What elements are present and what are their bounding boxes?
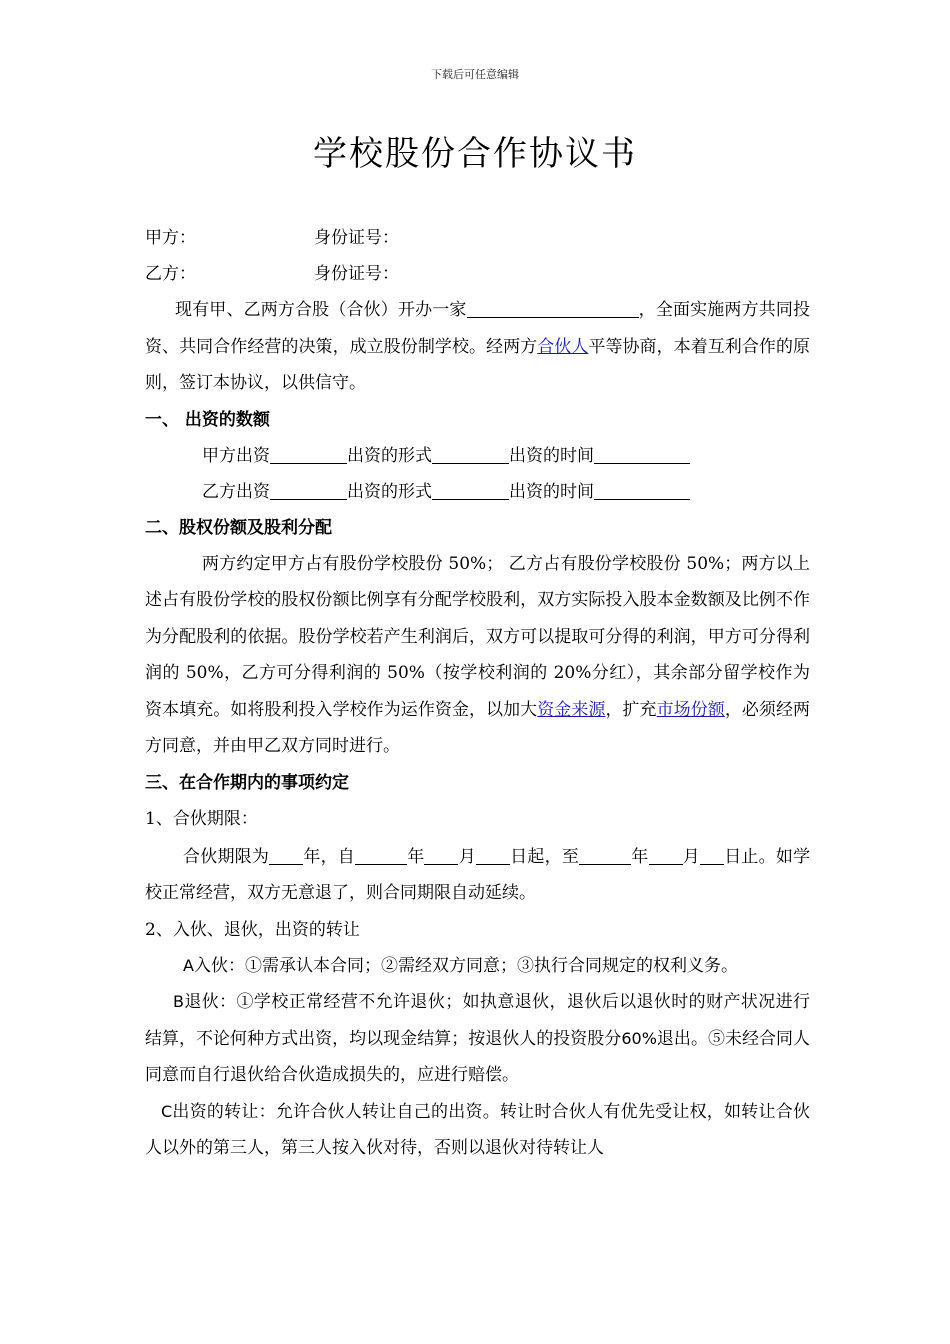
transfer-text: 出资的转让：允许合伙人转让自己的出资。转让时合伙人有优先受让权，如转让合伙人以外的第三人，第三人按入伙对待，否则以退伙对待转让人 bbox=[145, 1101, 810, 1158]
document-title: 学校股份合作协议书 bbox=[313, 134, 637, 174]
section2-text-end: ，必须经两方同意，并由甲乙双方同时进行。 bbox=[145, 699, 811, 756]
a-invest-label: 甲方出资 bbox=[202, 445, 270, 466]
term-years-blank[interactable] bbox=[269, 844, 303, 865]
party-a-label: 甲方： bbox=[145, 228, 196, 248]
end-day-blank[interactable] bbox=[700, 844, 724, 865]
start-year-label: 年 bbox=[407, 846, 425, 867]
end-month-label: 月 bbox=[682, 846, 700, 867]
start-day-label: 日起，至 bbox=[509, 846, 580, 867]
term-paragraph bbox=[145, 839, 810, 912]
item1-title: 1、合伙期限： bbox=[145, 808, 258, 829]
section1-heading: 一、 出资的数额 bbox=[145, 409, 270, 430]
party-b-line bbox=[145, 256, 810, 292]
b-form-label: 出资的形式 bbox=[347, 481, 432, 502]
party-b-investment-line bbox=[145, 474, 810, 510]
party-a-line bbox=[145, 220, 810, 256]
withdraw-text-1: 退伙：①学校正常经营不允许退伙；如执意退伙，退伙后以退伙时的财产状况进行结算，不论何种方式出资，均以现金结算；按退伙人的投资股分 bbox=[145, 992, 810, 1049]
intro-text-tail: 平等协商，本着互利合作的原则，签订本协议，以供信守。 bbox=[145, 336, 811, 393]
document-body bbox=[145, 220, 810, 1167]
intro-text-start: 现有甲、乙两方合股（合伙）开办一家 bbox=[175, 300, 467, 320]
header-note: 下载后可任意编辑 bbox=[431, 68, 519, 81]
join-text: 入伙：①需承认本合同；②需经双方同意；③执行合同规定的权利义务。 bbox=[193, 955, 738, 976]
section3-heading: 三、在合作期内的事项约定 bbox=[145, 772, 349, 793]
end-month-blank[interactable] bbox=[649, 844, 683, 865]
end-year-blank[interactable] bbox=[579, 844, 631, 865]
start-year-blank[interactable] bbox=[355, 844, 407, 865]
intro-paragraph bbox=[145, 292, 810, 402]
funds-source-link[interactable]: 资金来源 bbox=[537, 699, 606, 720]
a-time-label: 出资的时间 bbox=[509, 445, 594, 466]
withdraw-letter: B bbox=[173, 992, 184, 1011]
party-a-id-label: 身份证号： bbox=[314, 228, 399, 248]
intro-text-mid: ，全面实施两方共同投资、共同合作经营的决策，成立股份制学校。经两方 bbox=[145, 300, 811, 357]
term-year-label: 年 bbox=[303, 846, 321, 867]
transfer-paragraph bbox=[145, 1094, 810, 1167]
join-letter: A bbox=[183, 955, 194, 975]
withdraw-percent: 60% bbox=[621, 1028, 657, 1048]
section2-paragraph bbox=[145, 546, 810, 765]
item2-title: 2、入伙、退伙，出资的转让 bbox=[145, 919, 360, 940]
a-invest-blank[interactable] bbox=[270, 443, 347, 464]
end-day-label: 日止。 bbox=[723, 846, 776, 867]
a-form-blank[interactable] bbox=[432, 443, 509, 464]
section2-heading: 二、股权份额及股利分配 bbox=[145, 517, 332, 538]
b-time-label: 出资的时间 bbox=[509, 481, 594, 502]
party-b-label: 乙方： bbox=[145, 264, 196, 284]
b-time-blank[interactable] bbox=[594, 479, 690, 500]
b-form-blank[interactable] bbox=[432, 479, 509, 500]
b-invest-label: 乙方出资 bbox=[202, 481, 270, 502]
school-name-blank[interactable] bbox=[467, 297, 639, 318]
section2-text-mid: ，扩充 bbox=[605, 699, 657, 720]
end-year-label: 年 bbox=[631, 846, 649, 867]
section2-text-start: 两方约定甲方占有股份学校股份 50%； 乙方占有股份学校股份 50%；两方以上述占有股份学校的股权份额比例享有分配学校股利，双方实际投入股本金数额及比例不作为分配股利的依据。股份学校若产生利润后，双方可以提取可分得的利润，甲方可分得利润的 50%，乙方可分得利润的 50%（按学校利润的 20%分红），其余部分留学校作为资本填充。如将股利投入学校作为运作资金，以加大 bbox=[145, 553, 810, 720]
a-form-label: 出资的形式 bbox=[347, 445, 432, 466]
market-share-link[interactable]: 市场份额 bbox=[656, 699, 725, 720]
join-paragraph bbox=[145, 948, 810, 985]
withdraw-text-2: 退出。⑤未经合同人同意而自行退伙给合伙造成损失的，应进行赔偿。 bbox=[145, 1028, 811, 1085]
start-day-blank[interactable] bbox=[476, 844, 510, 865]
term-from-label: ，自 bbox=[320, 846, 356, 867]
partner-link[interactable]: 合伙人 bbox=[537, 336, 589, 357]
a-time-blank[interactable] bbox=[594, 443, 690, 464]
party-a-investment-line bbox=[145, 438, 810, 474]
withdraw-paragraph bbox=[145, 984, 810, 1094]
start-month-blank[interactable] bbox=[424, 844, 458, 865]
term-tail: 如学校正常经营，双方无意退了，则合同期限自动延续。 bbox=[145, 846, 811, 903]
start-month-label: 月 bbox=[458, 846, 476, 867]
b-invest-blank[interactable] bbox=[270, 479, 347, 500]
term-text-1: 合伙期限为 bbox=[183, 846, 270, 867]
transfer-letter: C bbox=[161, 1101, 173, 1121]
party-b-id-label: 身份证号： bbox=[314, 264, 399, 284]
